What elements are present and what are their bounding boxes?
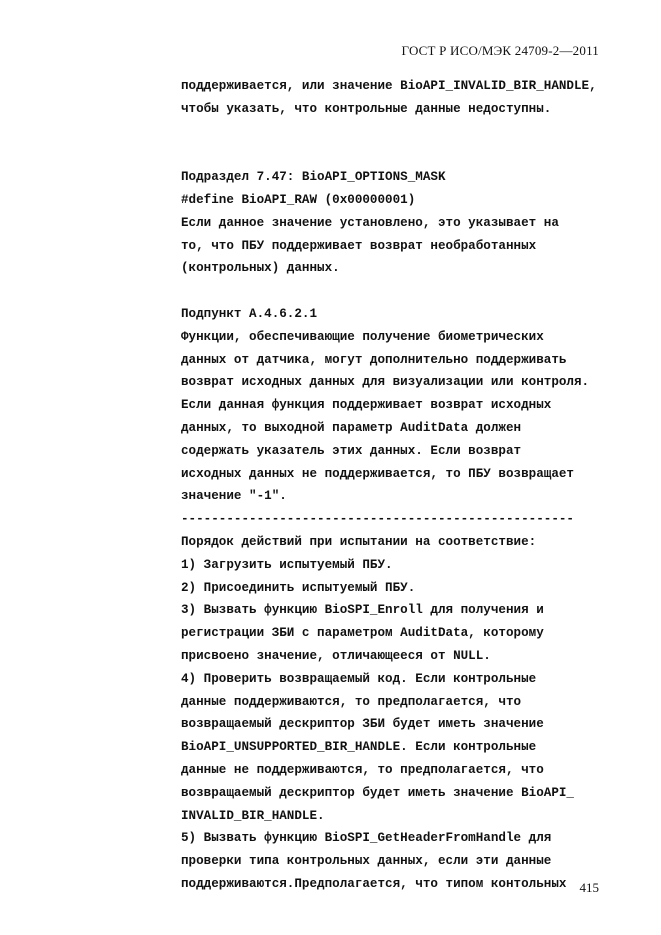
text-line: возвращаемый дескриптор будет иметь значение BioAPI_ [181, 785, 574, 800]
text-line: BioAPI_UNSUPPORTED_BIR_HANDLE. Если контрольные [181, 740, 537, 755]
text-line: содержать указатель этих данных. Если возврат [181, 443, 522, 458]
text-line: 5) Вызвать функцию BioSPI_GetHeaderFromHandle для [181, 831, 552, 846]
paragraph-block-1 [181, 75, 611, 121]
text-line: данные не поддерживаются, то предполагается, что [181, 762, 544, 777]
text-line: (контрольных) данных. [181, 261, 340, 276]
text-line: присвоено значение, отличающееся от NULL. [181, 648, 491, 663]
text-line: возвращаемый дескриптор ЗБИ будет иметь значение [181, 717, 544, 732]
text-line: проверки типа контрольных данных, если эти данные [181, 854, 552, 869]
text-line: значение "-1". [181, 489, 287, 504]
paragraph-block-3 [181, 303, 611, 896]
text-line: Если данное значение установлено, это указывает на [181, 215, 559, 230]
text-line: Порядок действий при испытании на соответствие: [181, 534, 537, 549]
text-line: поддерживаются.Предполагается, что типом контольных [181, 876, 567, 891]
text-line: то, что ПБУ поддерживает возврат необработанных [181, 238, 537, 253]
page-number: 415 [579, 880, 599, 895]
text-line: 1) Загрузить испытуемый ПБУ. [181, 557, 393, 572]
document-header: ГОСТ Р ИСО/МЭК 24709-2—2011 [401, 43, 599, 58]
text-line: данных от датчика, могут дополнительно поддерживать [181, 352, 567, 367]
text-line: INVALID_BIR_HANDLE. [181, 808, 325, 823]
blank-line [181, 280, 611, 303]
text-line: Подпункт А.4.6.2.1 [181, 306, 318, 321]
text-line: поддерживается, или значение BioAPI_INVALID_BIR_HANDLE, [181, 79, 597, 93]
text-line: чтобы указать, что контрольные данные недоступны. [181, 101, 552, 116]
text-line: исходных данных не поддерживается, то ПБУ возвращает [181, 466, 574, 481]
text-line: данные поддерживаются, то предполагается, что [181, 694, 522, 709]
text-line: регистрации ЗБИ с параметром AuditData, которому [181, 626, 544, 641]
text-line: 3) Вызвать функцию BioSPI_Enroll для получения и [181, 603, 544, 618]
text-line: #define BioAPI_RAW (0x00000001) [181, 192, 416, 207]
text-line: возврат исходных данных для визуализации или контроля. [181, 375, 590, 390]
blank-line [181, 143, 611, 166]
document-body [181, 75, 611, 896]
text-line: 4) Проверить возвращаемый код. Если контрольные [181, 671, 537, 686]
text-line: Функции, обеспечивающие получение биометрических [181, 329, 544, 344]
text-line: Если данная функция поддерживает возврат исходных [181, 398, 552, 413]
text-line: данных, то выходной параметр AuditData должен [181, 420, 522, 435]
text-line: 2) Присоединить испытуемый ПБУ. [181, 580, 416, 595]
blank-line [181, 121, 611, 144]
paragraph-block-2 [181, 166, 611, 280]
text-line: Подраздел 7.47: BioAPI_OPTIONS_MASK [181, 170, 446, 185]
dashed-separator: ---------------------------------------------------- [181, 512, 574, 527]
